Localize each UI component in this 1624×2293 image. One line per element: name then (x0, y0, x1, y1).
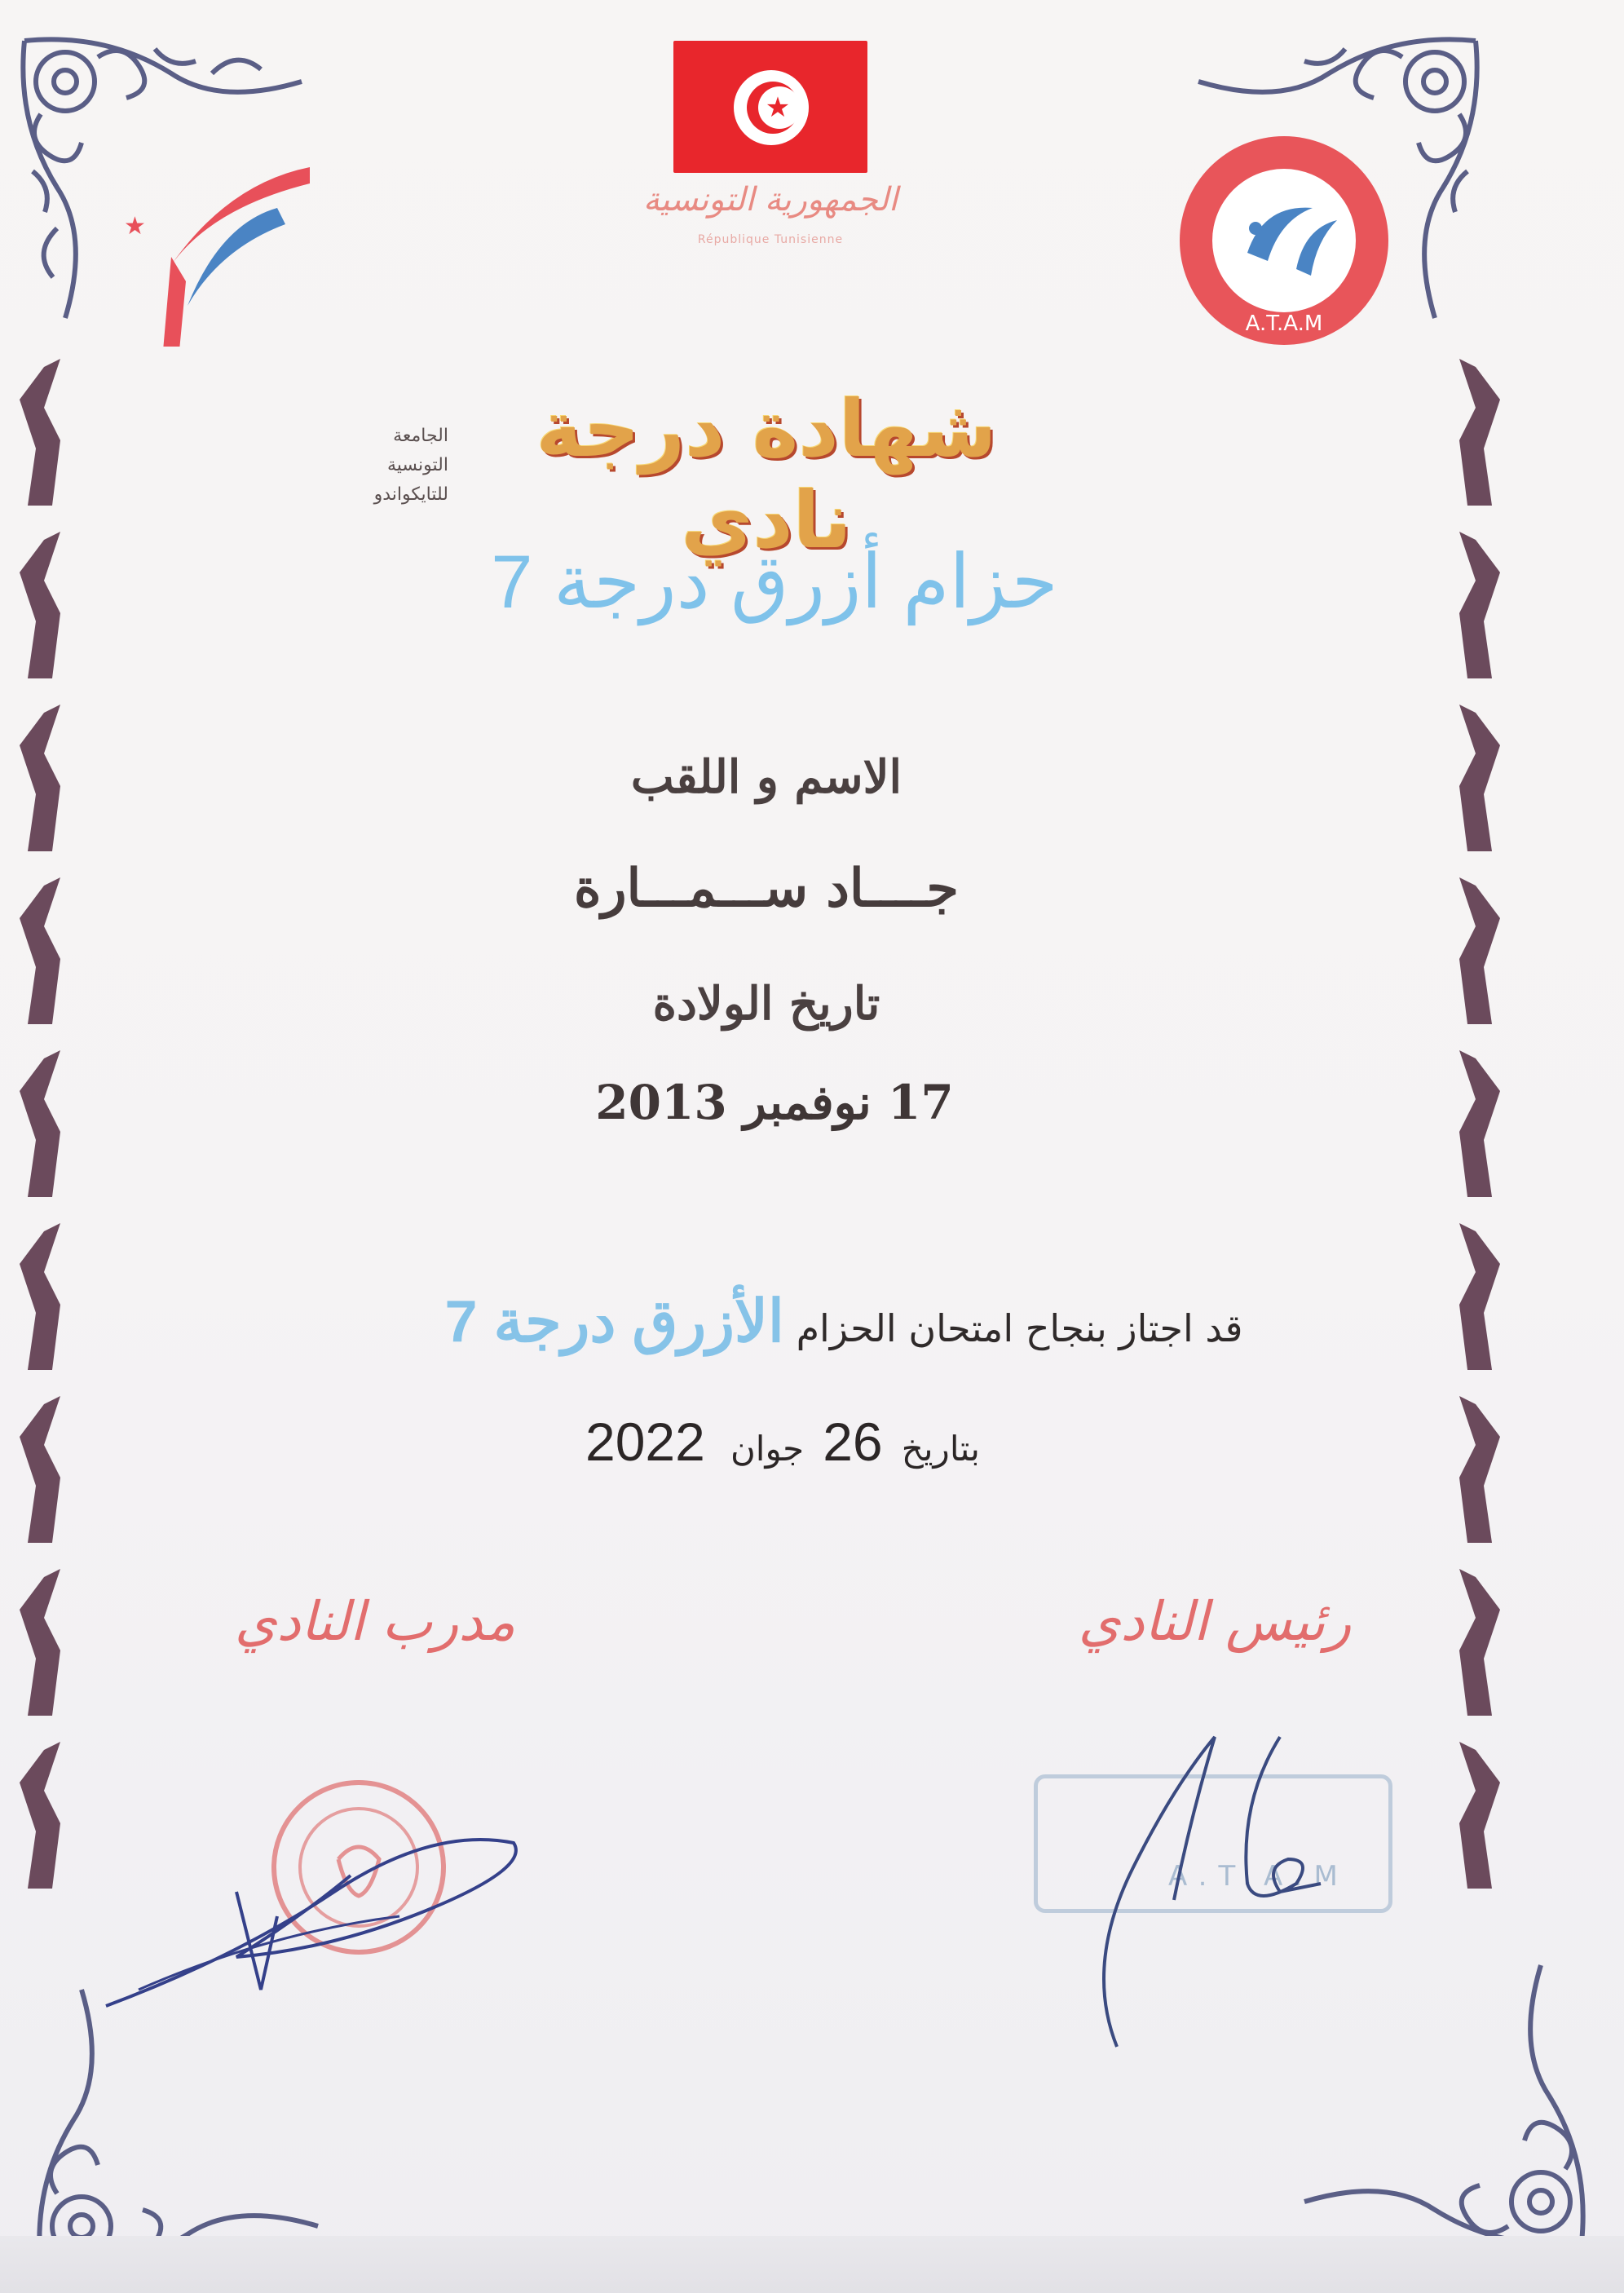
federation-line-1: الجامعة (393, 426, 448, 446)
kicker-figure-icon (1443, 1734, 1508, 1897)
kicker-figure-icon (11, 1215, 77, 1378)
republic-name-french: République Tunisienne (697, 233, 844, 246)
kicker-figure-icon (11, 1734, 77, 1897)
kicker-figure-icon (1443, 696, 1508, 859)
date-month: جوان (730, 1429, 805, 1469)
kicker-figure-icon (1443, 869, 1508, 1032)
kicker-figure-icon (11, 696, 77, 859)
federation-swoosh-icon (114, 159, 326, 347)
exam-date (489, 1411, 1076, 1473)
federation-line-3: للتايكواندو (373, 484, 448, 505)
passed-statement (342, 1287, 1345, 1355)
date-day: 26 (823, 1412, 883, 1472)
date-prefix: بتاريخ (901, 1429, 980, 1469)
kicker-figure-icon (1443, 351, 1508, 514)
kicker-figure-icon (11, 351, 77, 514)
coach-title: مدرب النادي (234, 1590, 516, 1653)
republic-name-arabic: الجمهورية التونسية (642, 181, 898, 219)
federation-line-2: التونسية (386, 455, 448, 475)
name-label: الاسم و اللقب (630, 750, 902, 804)
president-title: رئيس النادي (1078, 1590, 1352, 1653)
dob-label: تاريخ الولادة (652, 977, 880, 1031)
kicker-figure-icon (1443, 1042, 1508, 1205)
right-border-figures (1443, 351, 1516, 1906)
name-value: جــــاد ســـمـــارة (574, 858, 959, 919)
federation-logo (114, 159, 448, 505)
kicker-figure-icon (1443, 524, 1508, 687)
belt-highlight: الأزرق درجة 7 (444, 1289, 784, 1354)
page-bottom-edge (0, 2236, 1624, 2293)
kicker-figure-icon (11, 1042, 77, 1205)
kicker-figure-icon (11, 869, 77, 1032)
kicker-figure-icon (1443, 1388, 1508, 1551)
certificate-subtitle: حزام أزرق درجة 7 (491, 541, 1058, 624)
club-atam-logo (1174, 130, 1394, 351)
kicker-figure-icon (1443, 1561, 1508, 1724)
certificate-title: شهادة درجة نادي (536, 383, 997, 566)
federation-name (318, 422, 448, 510)
dob-value: 17 نوفمبر 2013 (595, 1075, 954, 1130)
left-border-figures (11, 351, 85, 1906)
club-logo-text: A.T.A.M (1245, 311, 1323, 336)
date-year: 2022 (585, 1412, 705, 1472)
coach-signature (90, 1794, 546, 2022)
tunisia-flag-icon: ★ (673, 41, 867, 173)
kicker-figure-icon (1443, 1215, 1508, 1378)
stamp-right-text: A.T.A.M (1168, 1860, 1349, 1893)
svg-text:★: ★ (124, 212, 146, 241)
kicker-figure-icon (11, 1561, 77, 1724)
kicker-figure-icon (11, 524, 77, 687)
president-signature (1052, 1721, 1378, 2063)
passed-text: قد اجتاز بنجاح امتحان الحزام (796, 1306, 1243, 1350)
kicker-figure-icon (11, 1388, 77, 1551)
